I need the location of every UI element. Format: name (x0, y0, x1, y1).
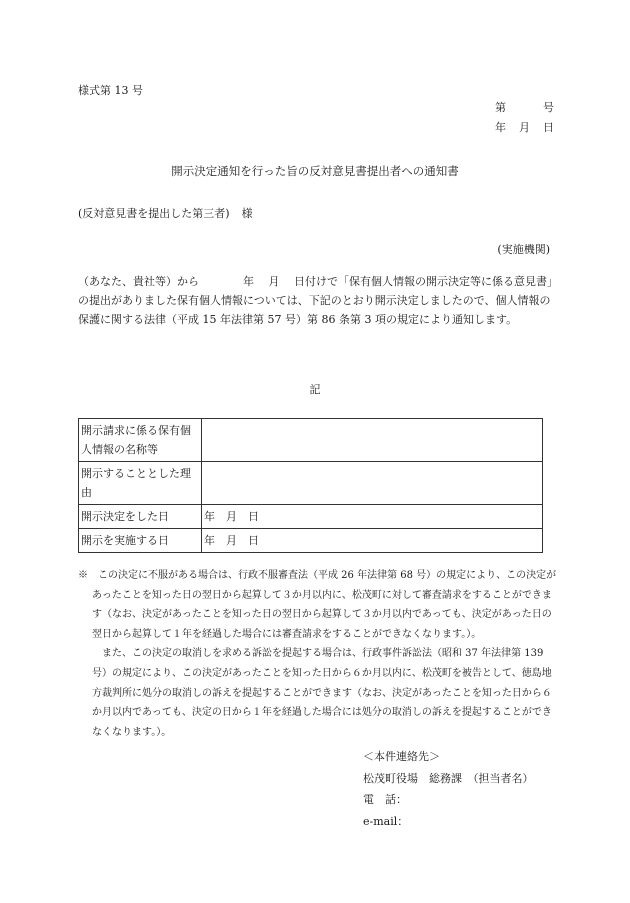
row-value-reason (202, 462, 543, 505)
contact-email: e-mail： (363, 814, 409, 828)
addressee (78, 205, 253, 221)
number-label-dai: 第 (495, 101, 506, 114)
document-title: 開示決定通知を行った旨の反対意見書提出者への通知書 (171, 164, 459, 178)
note-appeal: ※ この決定に不服がある場合は、行政不服審査法（平成 26 年法律第 68 号）の規定により、この決定があったことを知った日の翌日から起算して３か月以内に、松茂町に対して審査請求をすることができます（なお、決定があったことを知った日の翌日から起算して３か月以内であっても、決定があった日の翌日から起算して１年を経過した場合には審査請求をすることができなくなります。）。 (78, 570, 557, 640)
date-month: 月 (519, 121, 530, 134)
ki-heading: 記 (309, 383, 321, 396)
number-label-go: 号 (543, 101, 554, 114)
honorific: 様 (241, 207, 253, 220)
body-text: （あなた、貴社等）から 年 月 日付けで「保有個人情報の開示決定等に係る意見書」の提出がありました保有個人情報については、下記のとおり開示決定しましたので、個人情報の保護に関する法律（平成 15 年法律第 57 号）第 86 条第 3 項の規定により通知します。 (78, 275, 553, 326)
issuing-agency: (実施機関) (497, 243, 550, 256)
table-row (79, 462, 543, 505)
row-value-implementation-date: 年 月 日 (202, 529, 543, 553)
row-label-reason: 開示することとした理由 (79, 462, 202, 505)
body-paragraph (78, 272, 554, 329)
date-year: 年 (495, 121, 506, 134)
table-row (79, 419, 543, 462)
form-number: 様式第 13 号 (78, 84, 143, 97)
row-value-info-name (202, 419, 543, 462)
row-label-implementation-date: 開示を実施する日 (79, 529, 202, 553)
contact-phone: 電 話： (363, 793, 407, 806)
note-lawsuit: また、この決定の取消しを求める訴訟を提起する場合は、行政事件訴訟法（昭和 37 年法律第 139 号）の規定により、この決定があったことを知った日から６か月以内に、松茂町を被告として、徳島地方裁判所に処分の取消しの訴えを提起することができます（なお、決定があったことを知った日から６か月以内であっても、決定の日から１年を経過した場合には処分の取消しの訴えを提起することができなくなります。）。 (92, 648, 552, 738)
table-row (79, 505, 543, 529)
addressee-name: (反対意見書を提出した第三者) (78, 207, 230, 220)
contact-block (363, 746, 534, 832)
table-row (79, 529, 543, 553)
row-value-decision-date: 年 月 日 (202, 505, 543, 529)
date-day: 日 (543, 121, 554, 134)
contact-office: 松茂町役場 総務課 （担当者名） (363, 771, 534, 785)
row-label-decision-date: 開示決定をした日 (79, 505, 202, 529)
decision-table (78, 418, 543, 553)
notes (78, 566, 558, 742)
contact-heading: ＜本件連絡先＞ (363, 750, 440, 763)
row-label-info-name: 開示請求に係る保有個人情報の名称等 (79, 419, 202, 462)
